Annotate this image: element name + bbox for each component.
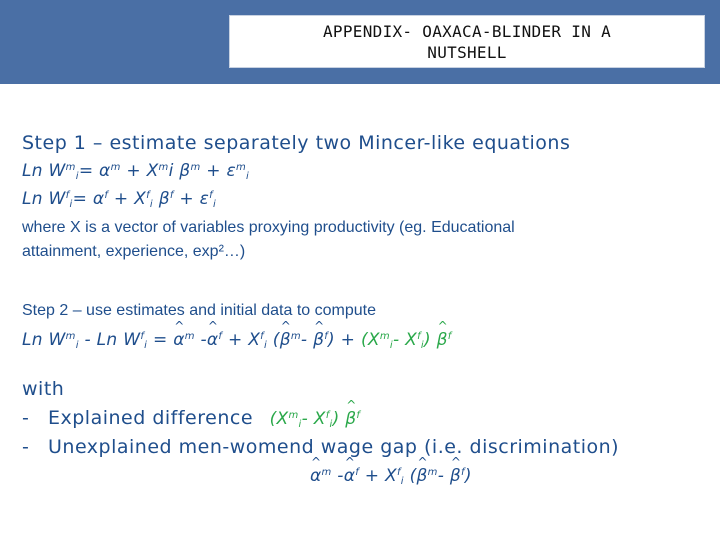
decomposition-equation: Ln $W^m_i$ - Ln $W^f_i$ = ^ $\alpha^m$ -^ $\alpha^f + X^f_i$ (^ $\beta^m-$ ^ $\beta^f) + (X^m_i-$ $X^f_i$) ^ $\beta^f$: [22, 330, 452, 350]
unexplained-formula: ^ $\alpha^m$ -^ $\alpha^f + X^f_i$ (^ $\beta^m-$ ^ $\beta^f$): [310, 466, 472, 486]
slide-title-line2: NUTSHELL: [427, 43, 507, 62]
explained-formula: ($X^m_i-$ $X^f_i$) ^ $\beta^f$: [270, 409, 361, 429]
slide-title-line1: APPENDIX- OAXACA-BLINDER IN A: [322, 22, 612, 41]
explained-label: Explained difference: [48, 407, 254, 429]
with-label: with: [22, 378, 65, 400]
slide-title: [230, 21, 704, 63]
female-wage-equation: Ln $W^f_i= \alpha^f + X^f_i$ $\beta^f + \varepsilon^f_i$: [22, 189, 217, 210]
explained-item: [22, 407, 360, 429]
title-box: [229, 15, 705, 68]
step1-heading: Step 1 – estimate separately two Mincer-like equations: [22, 132, 571, 154]
step2-heading: Step 2 – use estimates and initial data to compute: [22, 302, 376, 319]
where-line-1: where X is a vector of variables proxying productivity (eg. Educational: [22, 219, 515, 236]
bullet-dash: -: [22, 436, 30, 458]
unexplained-label: Unexplained men-womend wage gap (i.e. discrimination): [48, 436, 620, 458]
male-wage-equation: Ln $W^m_i= \alpha^m + X^mi$ $\beta^m + \varepsilon^m_i$: [22, 161, 250, 182]
bullet-dash: -: [22, 407, 30, 429]
where-line-2: attainment, experience, exp²…): [22, 243, 246, 260]
